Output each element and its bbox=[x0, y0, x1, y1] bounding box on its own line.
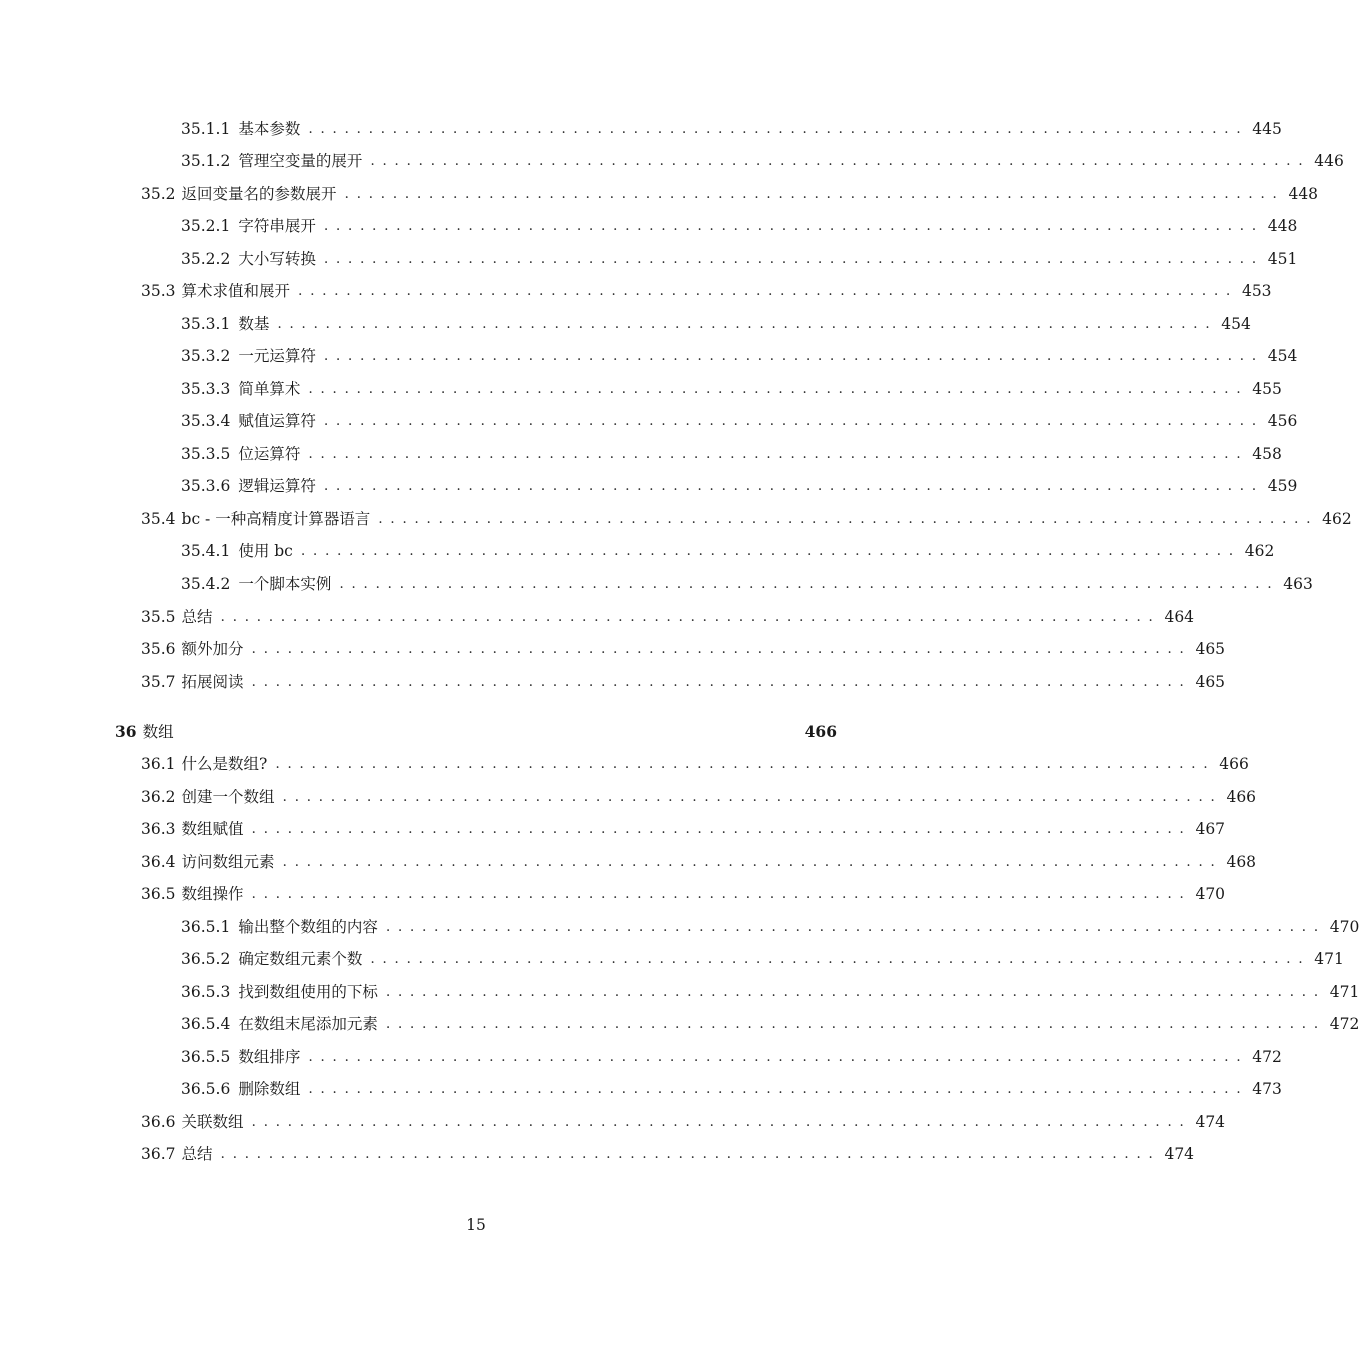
toc-entry-number: 36.5 bbox=[141, 885, 176, 903]
toc-entry-page: 456 bbox=[1267, 412, 1298, 430]
toc-entry-number: 35.3.2 bbox=[181, 347, 231, 365]
toc-entry-number: 36.4 bbox=[141, 853, 176, 871]
toc-entry-page: 451 bbox=[1267, 250, 1298, 268]
toc-entry[interactable] bbox=[141, 783, 1257, 807]
toc-entry-number: 35.2.1 bbox=[181, 217, 231, 235]
toc-entry-page: 473 bbox=[1252, 1080, 1282, 1098]
toc-entry-title: 字符串展开 bbox=[238, 217, 316, 235]
toc-entry-title: 关联数组 bbox=[181, 1113, 244, 1131]
toc-entry-number: 35.6 bbox=[141, 640, 176, 658]
toc-entry-number: 36.5.4 bbox=[181, 1015, 231, 1033]
toc-entry-title: 创建一个数组 bbox=[181, 788, 275, 806]
toc-entry-title: 拓展阅读 bbox=[181, 673, 244, 691]
toc-entry-page: 448 bbox=[1288, 185, 1319, 203]
dot-leader: .............................................................................. bbox=[370, 153, 1311, 169]
toc-entry-page: 472 bbox=[1252, 1048, 1282, 1066]
toc-entry[interactable] bbox=[181, 440, 1282, 464]
toc-entry[interactable] bbox=[181, 1043, 1282, 1067]
toc-entry-number: 36.1 bbox=[141, 755, 176, 773]
toc-entry-title: 一元运算符 bbox=[238, 347, 316, 365]
toc-entry-page: 466 bbox=[1226, 788, 1257, 806]
dot-leader: .............................................................................. bbox=[251, 1114, 1192, 1130]
toc-entry-number: 36.3 bbox=[141, 820, 176, 838]
toc-entry-page: 445 bbox=[1252, 120, 1282, 138]
toc-entry[interactable] bbox=[181, 537, 1275, 561]
toc-entry-number: 35.2.2 bbox=[181, 250, 231, 268]
toc-entry-number: 35.3.4 bbox=[181, 412, 231, 430]
toc-entry[interactable] bbox=[141, 880, 1226, 904]
toc-entry[interactable] bbox=[181, 115, 1282, 139]
toc-entry-number: 35.5 bbox=[141, 608, 176, 626]
toc-entry-page: 454 bbox=[1267, 347, 1298, 365]
toc-entry-number: 36.5.3 bbox=[181, 983, 231, 1001]
dot-leader: .............................................................................. bbox=[251, 641, 1192, 657]
toc-entry-number: 36.5.2 bbox=[181, 950, 231, 968]
toc-entry-page: 470 bbox=[1195, 885, 1226, 903]
toc-entry-title: 总结 bbox=[181, 1145, 213, 1163]
toc-entry-title: 数组赋值 bbox=[181, 820, 244, 838]
toc-entry-number: 36.5.5 bbox=[181, 1048, 231, 1066]
toc-entry-number: 35.3.3 bbox=[181, 380, 231, 398]
dot-leader: .............................................................................. bbox=[323, 478, 1264, 494]
toc-entry-number: 35.4.1 bbox=[181, 542, 231, 560]
toc-entry-title: 管理空变量的展开 bbox=[238, 152, 363, 170]
toc-entry-title: 在数组末尾添加元素 bbox=[238, 1015, 378, 1033]
toc-entry-page: 455 bbox=[1252, 380, 1282, 398]
dot-leader: .............................................................................. bbox=[344, 186, 1285, 202]
toc-entry[interactable] bbox=[181, 342, 1298, 366]
toc-entry-page: 458 bbox=[1252, 445, 1282, 463]
toc-entry-title: 数组排序 bbox=[238, 1048, 301, 1066]
toc-entry-page: 471 bbox=[1314, 950, 1344, 968]
toc-entry-page: 462 bbox=[1244, 542, 1275, 560]
toc-entry-title: 找到数组使用的下标 bbox=[238, 983, 378, 1001]
toc-entry-title: 确定数组元素个数 bbox=[238, 950, 363, 968]
toc-entry-page: 470 bbox=[1329, 918, 1359, 936]
dot-leader: .............................................................................. bbox=[308, 381, 1249, 397]
toc-entry[interactable] bbox=[181, 472, 1298, 496]
toc-entry-page: 448 bbox=[1267, 217, 1298, 235]
toc-entry[interactable] bbox=[181, 147, 1344, 171]
toc-entry[interactable] bbox=[141, 668, 1226, 692]
dot-leader: .............................................................................. bbox=[282, 854, 1223, 870]
toc-entry[interactable] bbox=[141, 180, 1319, 204]
toc-entry-page: 474 bbox=[1164, 1145, 1195, 1163]
dot-leader: .............................................................................. bbox=[323, 251, 1264, 267]
toc-entry[interactable] bbox=[181, 375, 1282, 399]
toc-entry-page: 466 bbox=[1219, 755, 1249, 773]
toc-entry[interactable] bbox=[141, 603, 1195, 627]
dot-leader: .............................................................................. bbox=[385, 919, 1326, 935]
toc-entry-page: 465 bbox=[1195, 640, 1226, 658]
toc-entry-page: 467 bbox=[1195, 820, 1226, 838]
toc-entry-title: 大小写转换 bbox=[238, 250, 316, 268]
toc-entry-title: 数基 bbox=[238, 315, 270, 333]
toc-entry[interactable] bbox=[141, 1140, 1195, 1164]
toc-entry-page: 462 bbox=[1322, 510, 1352, 528]
toc-entry-title: 删除数组 bbox=[238, 1080, 301, 1098]
dot-leader: .............................................................................. bbox=[251, 821, 1192, 837]
dot-leader: .............................................................................. bbox=[298, 283, 1238, 299]
toc-entry[interactable] bbox=[141, 848, 1257, 872]
dot-leader: .............................................................................. bbox=[323, 218, 1264, 234]
chapter-title: 数组 bbox=[142, 723, 174, 741]
toc-entry-title: 一个脚本实例 bbox=[238, 575, 332, 593]
toc-entry-page: 454 bbox=[1221, 315, 1251, 333]
toc-entry[interactable] bbox=[181, 1075, 1282, 1099]
toc-entry-page: 471 bbox=[1329, 983, 1359, 1001]
chapter-number: 36 bbox=[115, 722, 137, 741]
toc-entry-number: 35.3 bbox=[141, 282, 176, 300]
toc-entry-title: 额外加分 bbox=[181, 640, 244, 658]
toc-entry-title: 总结 bbox=[181, 608, 213, 626]
toc-entry-title: 逻辑运算符 bbox=[238, 477, 316, 495]
dot-leader: .............................................................................. bbox=[308, 1049, 1249, 1065]
toc-entry[interactable] bbox=[141, 277, 1272, 301]
toc-entry-title: 返回变量名的参数展开 bbox=[181, 185, 337, 203]
toc-entry-number: 35.4.2 bbox=[181, 575, 231, 593]
dot-leader: .............................................................................. bbox=[251, 886, 1192, 902]
toc-entry-page: 472 bbox=[1329, 1015, 1359, 1033]
dot-leader: .............................................................................. bbox=[275, 756, 1216, 772]
toc-entry-title: 简单算术 bbox=[238, 380, 301, 398]
toc-entry-number: 35.1.1 bbox=[181, 120, 231, 138]
toc-entry-title: 输出整个数组的内容 bbox=[238, 918, 378, 936]
toc-entry[interactable] bbox=[181, 1010, 1359, 1034]
toc-entry-page: 468 bbox=[1226, 853, 1257, 871]
toc-entry[interactable] bbox=[141, 635, 1226, 659]
dot-leader: .............................................................................. bbox=[308, 446, 1249, 462]
toc-entry-number: 35.1.2 bbox=[181, 152, 231, 170]
toc-entry[interactable] bbox=[181, 570, 1313, 594]
toc-entry-number: 35.3.5 bbox=[181, 445, 231, 463]
dot-leader: .............................................................................. bbox=[220, 609, 1161, 625]
toc-entry-page: 463 bbox=[1283, 575, 1313, 593]
toc-entry-number: 36.5.1 bbox=[181, 918, 231, 936]
dot-leader: .............................................................................. bbox=[323, 348, 1264, 364]
chapter-page: 466 bbox=[804, 722, 837, 741]
toc-entry-title: 访问数组元素 bbox=[181, 853, 275, 871]
toc-entry-number: 35.3.1 bbox=[181, 315, 231, 333]
dot-leader: .............................................................................. bbox=[277, 316, 1218, 332]
toc-entry-number: 35.7 bbox=[141, 673, 176, 691]
dot-leader: .............................................................................. bbox=[385, 984, 1326, 1000]
toc-entry[interactable] bbox=[141, 505, 1352, 529]
dot-leader: .............................................................................. bbox=[282, 789, 1223, 805]
dot-leader: .............................................................................. bbox=[339, 576, 1280, 592]
dot-leader: .............................................................................. bbox=[370, 951, 1311, 967]
dot-leader: .............................................................................. bbox=[300, 543, 1241, 559]
toc-entry[interactable] bbox=[141, 750, 1249, 774]
toc-entry-page: 446 bbox=[1314, 152, 1344, 170]
dot-leader: .............................................................................. bbox=[251, 674, 1192, 690]
toc-entry-title: 算术求值和展开 bbox=[181, 282, 291, 300]
toc-entry-number: 36.5.6 bbox=[181, 1080, 231, 1098]
toc-entry-title: 位运算符 bbox=[238, 445, 301, 463]
toc-entry-page: 464 bbox=[1164, 608, 1195, 626]
toc-entry-page: 465 bbox=[1195, 673, 1226, 691]
dot-leader: .............................................................................. bbox=[378, 511, 1319, 527]
toc-entry-number: 35.2 bbox=[141, 185, 176, 203]
toc-entry-title: bc - 一种高精度计算器语言 bbox=[181, 510, 371, 528]
toc-entry[interactable] bbox=[181, 310, 1251, 334]
toc-entry-title: 使用 bc bbox=[238, 542, 293, 560]
dot-leader: .............................................................................. bbox=[220, 1146, 1161, 1162]
toc-entry[interactable] bbox=[181, 913, 1359, 937]
toc-entry[interactable] bbox=[181, 245, 1298, 269]
toc-entry-number: 36.2 bbox=[141, 788, 176, 806]
page-number: 15 bbox=[466, 1216, 486, 1234]
toc-entry-title: 数组操作 bbox=[181, 885, 244, 903]
toc-entry-page: 459 bbox=[1267, 477, 1298, 495]
toc-entry[interactable] bbox=[181, 945, 1344, 969]
toc-entry-number: 35.3.6 bbox=[181, 477, 231, 495]
toc-entry[interactable] bbox=[181, 978, 1359, 1002]
toc-entry-number: 36.7 bbox=[141, 1145, 176, 1163]
toc-entry-page: 474 bbox=[1195, 1113, 1226, 1131]
dot-leader: .............................................................................. bbox=[308, 1081, 1249, 1097]
dot-leader: .............................................................................. bbox=[385, 1016, 1326, 1032]
toc-entry[interactable] bbox=[141, 1108, 1226, 1132]
toc-entry[interactable] bbox=[181, 407, 1298, 431]
toc-entry-title: 什么是数组? bbox=[181, 755, 268, 773]
toc-chapter-36[interactable] bbox=[115, 718, 837, 742]
toc-entry-title: 基本参数 bbox=[238, 120, 301, 138]
toc-entry[interactable] bbox=[141, 815, 1226, 839]
toc-entry-number: 36.6 bbox=[141, 1113, 176, 1131]
toc-entry-number: 35.4 bbox=[141, 510, 176, 528]
dot-leader: .............................................................................. bbox=[308, 121, 1249, 137]
dot-leader: .............................................................................. bbox=[323, 413, 1264, 429]
toc-entry[interactable] bbox=[181, 212, 1298, 236]
toc-entry-page: 453 bbox=[1241, 282, 1272, 300]
toc-entry-title: 赋值运算符 bbox=[238, 412, 316, 430]
